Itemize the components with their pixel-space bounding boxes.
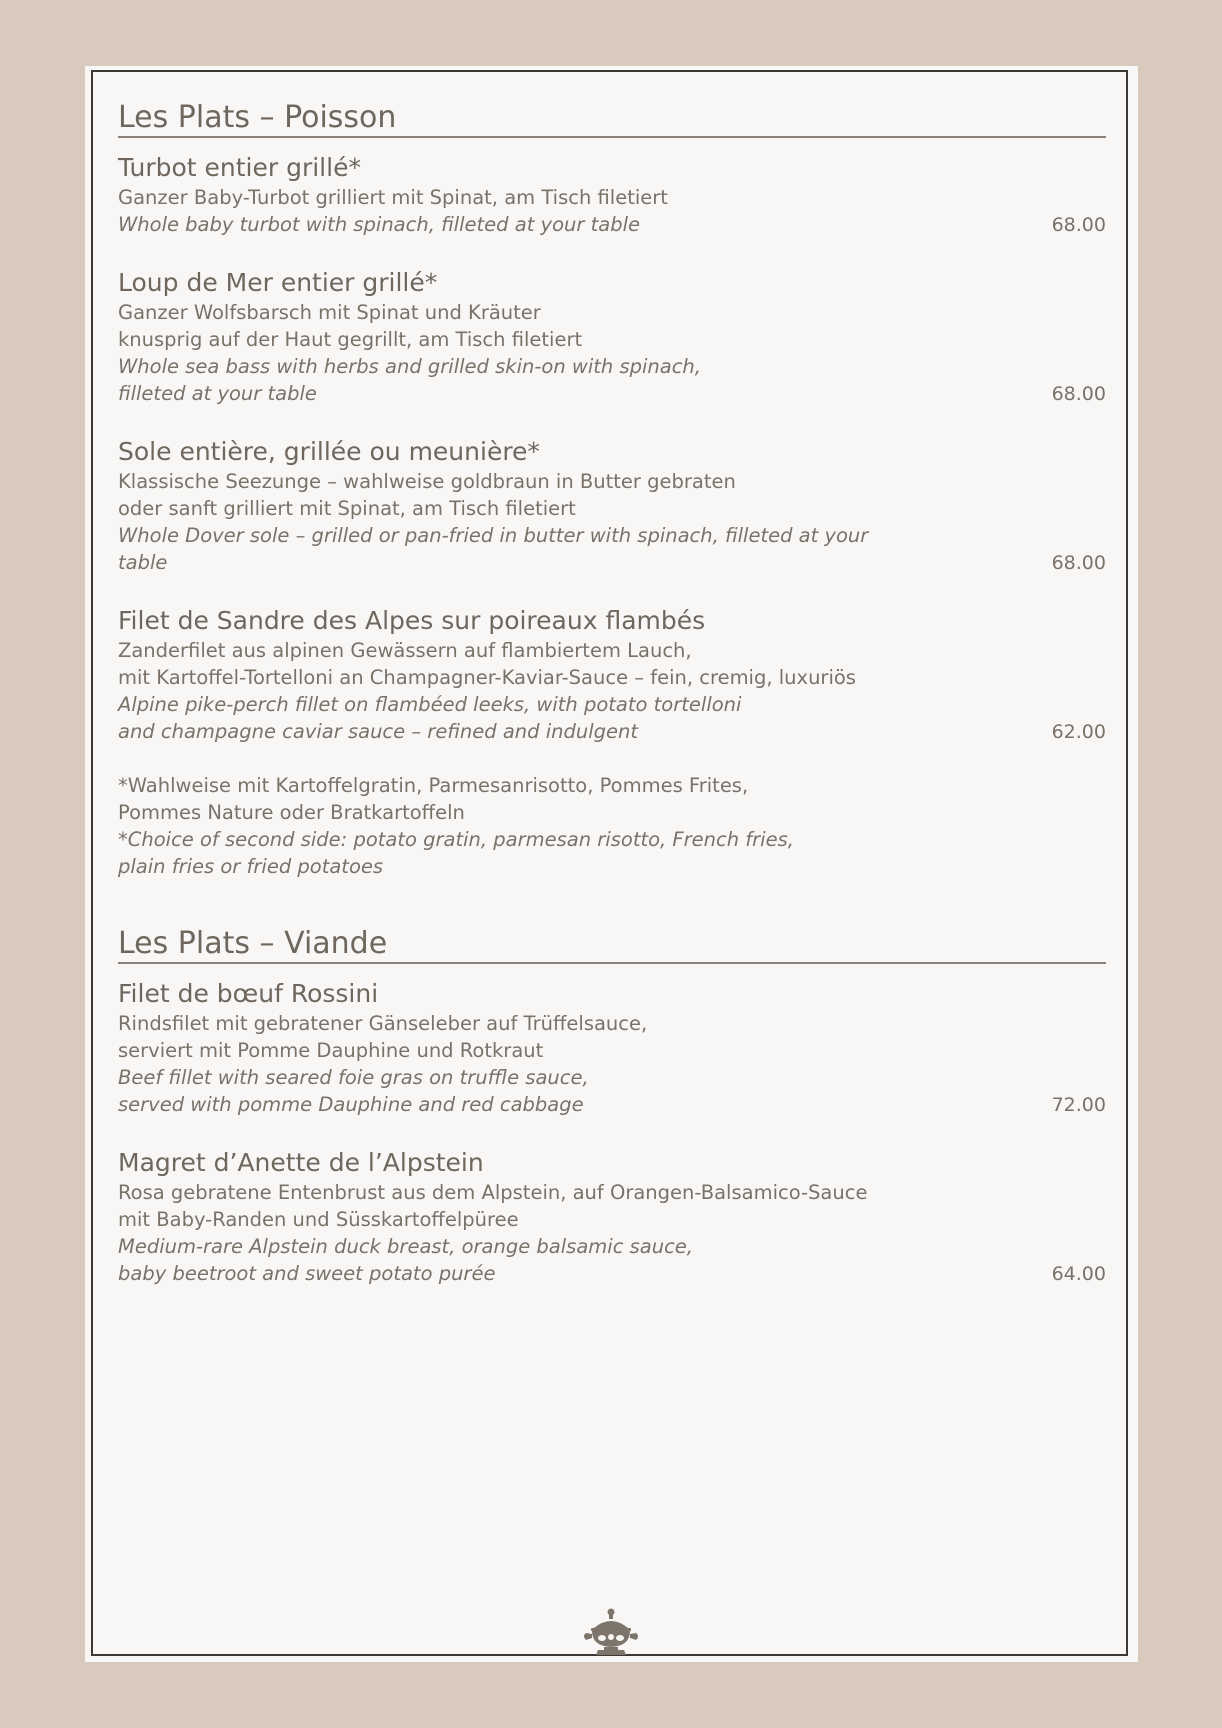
dish-description-de: Ganzer Wolfsbarsch mit Spinat und Kräuter	[118, 301, 541, 324]
dish-description-en: baby beetroot and sweet potato purée	[118, 1262, 496, 1285]
menu-item	[118, 605, 1106, 746]
note-line-de: Pommes Nature oder Bratkartoffeln	[118, 801, 465, 824]
menu-item	[118, 267, 1106, 408]
dish-description-en: table	[118, 551, 168, 574]
dish-price-row	[118, 718, 1106, 746]
dish-description-en: Beef fillet with seared foie gras on truffle sauce,	[118, 1066, 589, 1089]
note-line-en: plain fries or fried potatoes	[118, 855, 384, 878]
dish-price-row	[118, 549, 1106, 577]
note-line-de: *Wahlweise mit Kartoffelgratin, Parmesanrisotto, Pommes Frites,	[118, 774, 749, 797]
menu-content	[118, 100, 1106, 1288]
dish-description-de: serviert mit Pomme Dauphine und Rotkraut	[118, 1039, 544, 1062]
dish-price: 68.00	[1051, 214, 1106, 236]
dish-description-de: Zanderfilet aus alpinen Gewässern auf flambiertem Lauch,	[118, 639, 692, 662]
dish-price: 72.00	[1051, 1094, 1106, 1116]
dish-description-de: oder sanft grilliert mit Spinat, am Tisch filetiert	[118, 497, 576, 520]
menu-item	[118, 152, 1106, 239]
dish-name: Sole entière, grillée ou meunière*	[118, 437, 540, 466]
dish-price-row	[118, 1091, 1106, 1119]
tureen-emblem-icon	[580, 1606, 642, 1656]
dish-name: Loup de Mer entier grillé*	[118, 268, 438, 297]
dish-description-en: Whole Dover sole – grilled or pan-fried in butter with spinach, filleted at your	[118, 524, 869, 547]
section-title: Les Plats – Poisson	[118, 100, 1106, 138]
note-line-en: *Choice of second side: potato gratin, parmesan risotto, French fries,	[118, 828, 794, 851]
side-dish-note	[118, 772, 1106, 880]
dish-description-de: knusprig auf der Haut gegrillt, am Tisch filetiert	[118, 328, 583, 351]
dish-description-de: mit Baby-Randen und Süsskartoffelpüree	[118, 1208, 519, 1231]
dish-name: Filet de Sandre des Alpes sur poireaux flambés	[118, 606, 706, 635]
menu-item	[118, 978, 1106, 1119]
dish-description-de: Rosa gebratene Entenbrust aus dem Alpstein, auf Orangen-Balsamico-Sauce	[118, 1181, 868, 1204]
section-title: Les Plats – Viande	[118, 926, 1106, 964]
menu-item	[118, 1147, 1106, 1288]
dish-name: Magret d’Anette de l’Alpstein	[118, 1148, 484, 1177]
dish-price: 62.00	[1051, 721, 1106, 743]
dish-name: Turbot entier grillé*	[118, 153, 361, 182]
dish-price: 68.00	[1051, 383, 1106, 405]
dish-description-de: Rindsfilet mit gebratener Gänseleber auf Trüffelsauce,	[118, 1012, 648, 1035]
menu-page	[85, 66, 1138, 1662]
dish-description-en: Medium-rare Alpstein duck breast, orange balsamic sauce,	[118, 1235, 693, 1258]
dish-description-en: Whole sea bass with herbs and grilled skin-on with spinach,	[118, 355, 701, 378]
dish-description-de: mit Kartoffel-Tortelloni an Champagner-Kaviar-Sauce – fein, cremig, luxuriös	[118, 666, 856, 689]
dish-description-en: served with pomme Dauphine and red cabbage	[118, 1093, 584, 1116]
dish-price-row	[118, 380, 1106, 408]
dish-price-row	[118, 1260, 1106, 1288]
dish-description-de: Ganzer Baby-Turbot grilliert mit Spinat, am Tisch filetiert	[118, 186, 668, 209]
dish-description-en: filleted at your table	[118, 382, 317, 405]
dish-price: 68.00	[1051, 552, 1106, 574]
dish-description-en: Alpine pike-perch fillet on flambéed leeks, with potato tortelloni	[118, 693, 742, 716]
dish-price: 64.00	[1051, 1263, 1106, 1285]
dish-name: Filet de bœuf Rossini	[118, 979, 379, 1008]
dish-description-en: and champagne caviar sauce – refined and indulgent	[118, 720, 639, 743]
menu-item	[118, 436, 1106, 577]
dish-description-en: Whole baby turbot with spinach, filleted at your table	[118, 213, 640, 236]
dish-price-row	[118, 211, 1106, 239]
dish-description-de: Klassische Seezunge – wahlweise goldbraun in Butter gebraten	[118, 470, 736, 493]
